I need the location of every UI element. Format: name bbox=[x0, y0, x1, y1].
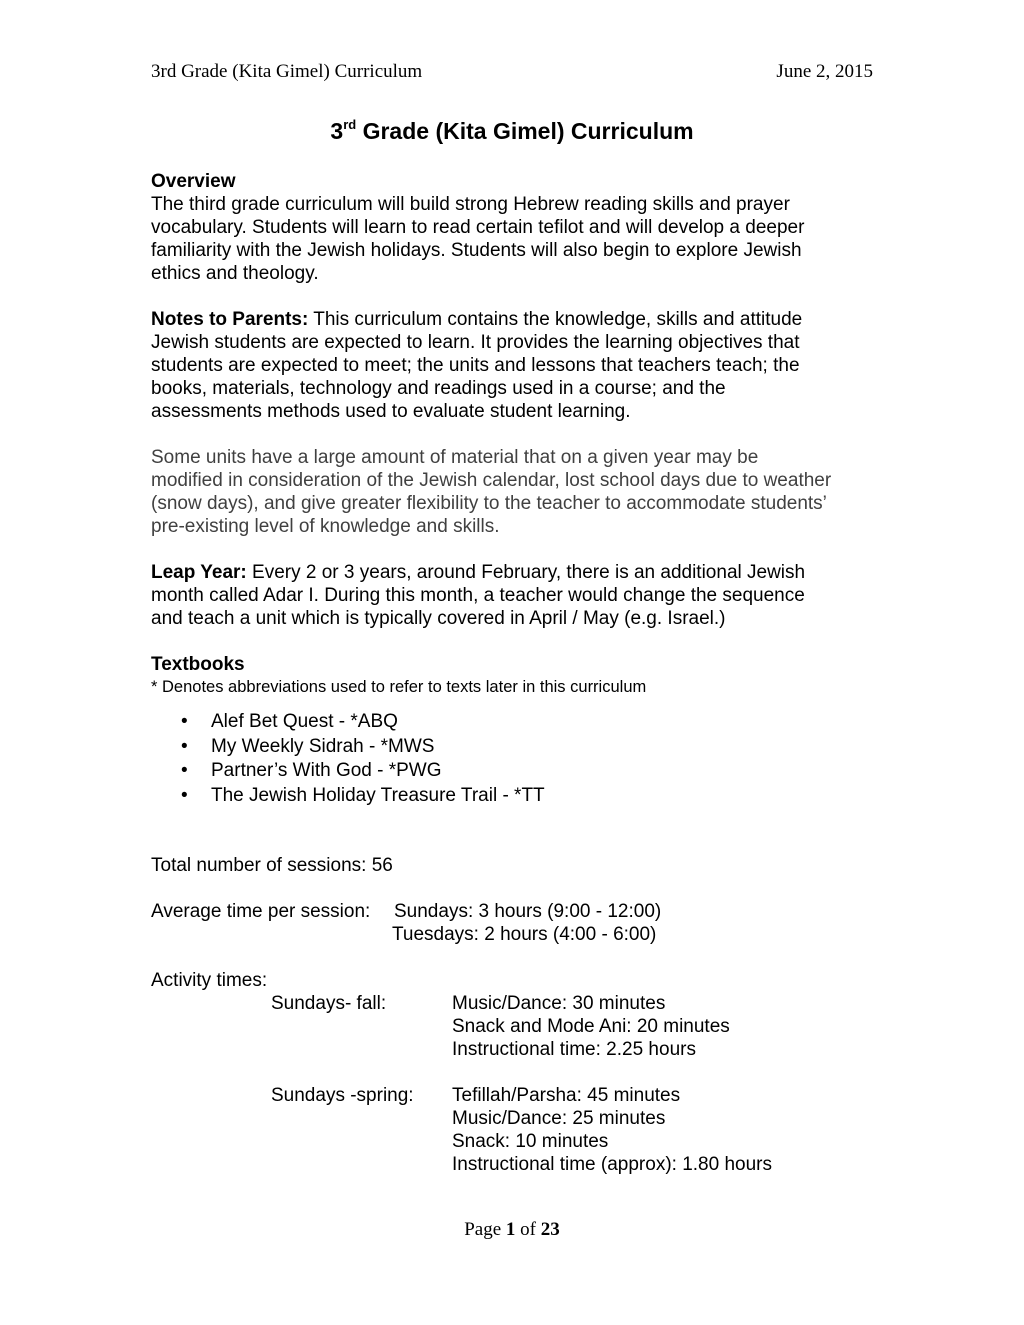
notes-line: books, materials, technology and readings used in a course; and the bbox=[151, 378, 726, 399]
leap-year-line: and teach a unit which is typically covered in April / May (e.g. Israel.) bbox=[151, 608, 726, 629]
fall-item: Snack and Mode Ani: 20 minutes bbox=[452, 1016, 730, 1037]
leap-year-label: Leap Year: bbox=[151, 562, 247, 583]
document-body bbox=[151, 170, 891, 1176]
activity-row bbox=[151, 1084, 891, 1107]
leap-year-text: Every 2 or 3 years, around February, there is an additional Jewish bbox=[246, 562, 806, 583]
title-text: Grade (Kita Gimel) Curriculum bbox=[356, 118, 694, 144]
spring-item: Snack: 10 minutes bbox=[452, 1131, 609, 1152]
page-number: 1 bbox=[505, 1219, 516, 1240]
title-number: 3 bbox=[330, 118, 344, 144]
notes-label: Notes to Parents: bbox=[151, 309, 309, 330]
activity-row bbox=[151, 1015, 891, 1038]
overview-line: vocabulary. Students will learn to read certain tefilot and will develop a deeper bbox=[151, 217, 805, 238]
activity-row bbox=[151, 992, 891, 1015]
overview-line: familiarity with the Jewish holidays. Students will also begin to explore Jewish bbox=[151, 240, 802, 261]
units-note-line: pre-existing level of knowledge and skills. bbox=[151, 516, 500, 537]
leap-year-line: month called Adar I. During this month, a teacher would change the sequence bbox=[151, 585, 805, 606]
textbooks-note: * Denotes abbreviations used to refer to texts later in this curriculum bbox=[151, 678, 647, 696]
page-total: 23 bbox=[540, 1219, 560, 1240]
overview-line: ethics and theology. bbox=[151, 263, 319, 284]
running-header-date: June 2, 2015 bbox=[776, 61, 873, 82]
title-ordinal-suffix: rd bbox=[343, 117, 357, 133]
spring-item: Tefillah/Parsha: 45 minutes bbox=[452, 1085, 681, 1106]
overview-line: The third grade curriculum will build strong Hebrew reading skills and prayer bbox=[151, 194, 790, 215]
document-title bbox=[0, 118, 1024, 145]
units-note-section bbox=[151, 446, 891, 538]
total-sessions: Total number of sessions: 56 bbox=[151, 855, 393, 876]
activity-row bbox=[151, 1038, 891, 1061]
leap-year-line bbox=[151, 561, 891, 584]
textbooks-heading: Textbooks bbox=[151, 654, 245, 675]
spring-item: Music/Dance: 25 minutes bbox=[452, 1108, 666, 1129]
textbooks-list bbox=[151, 710, 891, 808]
spring-label: Sundays -spring: bbox=[271, 1085, 414, 1106]
leap-year-section bbox=[151, 561, 891, 630]
activity-section bbox=[151, 969, 891, 1176]
avg-time-label: Average time per session: bbox=[151, 901, 371, 922]
units-note-line: Some units have a large amount of material that on a given year may be bbox=[151, 447, 759, 468]
avg-time-row bbox=[151, 900, 891, 923]
avg-time-sunday: Sundays: 3 hours (9:00 - 12:00) bbox=[394, 901, 662, 922]
fall-label: Sundays- fall: bbox=[271, 993, 387, 1014]
list-item: • Partner’s With God - *PWG bbox=[151, 759, 891, 784]
activity-row bbox=[151, 1153, 891, 1176]
avg-time-row bbox=[151, 923, 891, 946]
list-item: • Alef Bet Quest - *ABQ bbox=[151, 710, 891, 735]
list-item: • The Jewish Holiday Treasure Trail - *TT bbox=[151, 784, 891, 809]
sessions-section bbox=[151, 854, 891, 946]
units-note-line: modified in consideration of the Jewish calendar, lost school days due to weather bbox=[151, 470, 832, 491]
notes-section bbox=[151, 308, 891, 423]
fall-item: Music/Dance: 30 minutes bbox=[452, 993, 666, 1014]
notes-line: assessments methods used to evaluate student learning. bbox=[151, 401, 631, 422]
list-item: • My Weekly Sidrah - *MWS bbox=[151, 735, 891, 760]
fall-item: Instructional time: 2.25 hours bbox=[452, 1039, 696, 1060]
page-word: Page bbox=[464, 1219, 502, 1240]
notes-line: students are expected to meet; the units and lessons that teachers teach; the bbox=[151, 355, 800, 376]
textbooks-section bbox=[151, 653, 891, 808]
notes-text: This curriculum contains the knowledge, skills and attitude bbox=[308, 309, 803, 330]
activity-heading: Activity times: bbox=[151, 970, 268, 991]
activity-row bbox=[151, 1107, 891, 1130]
overview-section bbox=[151, 170, 891, 285]
notes-line: Jewish students are expected to learn. It provides the learning objectives that bbox=[151, 332, 800, 353]
notes-line bbox=[151, 308, 891, 331]
page-footer bbox=[0, 1219, 1024, 1241]
units-note-line: (snow days), and give greater flexibility to the teacher to accommodate students’ bbox=[151, 493, 827, 514]
activity-row bbox=[151, 1130, 891, 1153]
overview-heading: Overview bbox=[151, 171, 236, 192]
avg-time-tuesday: Tuesdays: 2 hours (4:00 - 6:00) bbox=[392, 924, 657, 945]
of-word: of bbox=[520, 1219, 536, 1240]
spring-item: Instructional time (approx): 1.80 hours bbox=[452, 1154, 772, 1175]
running-header-title: 3rd Grade (Kita Gimel) Curriculum bbox=[151, 61, 423, 82]
